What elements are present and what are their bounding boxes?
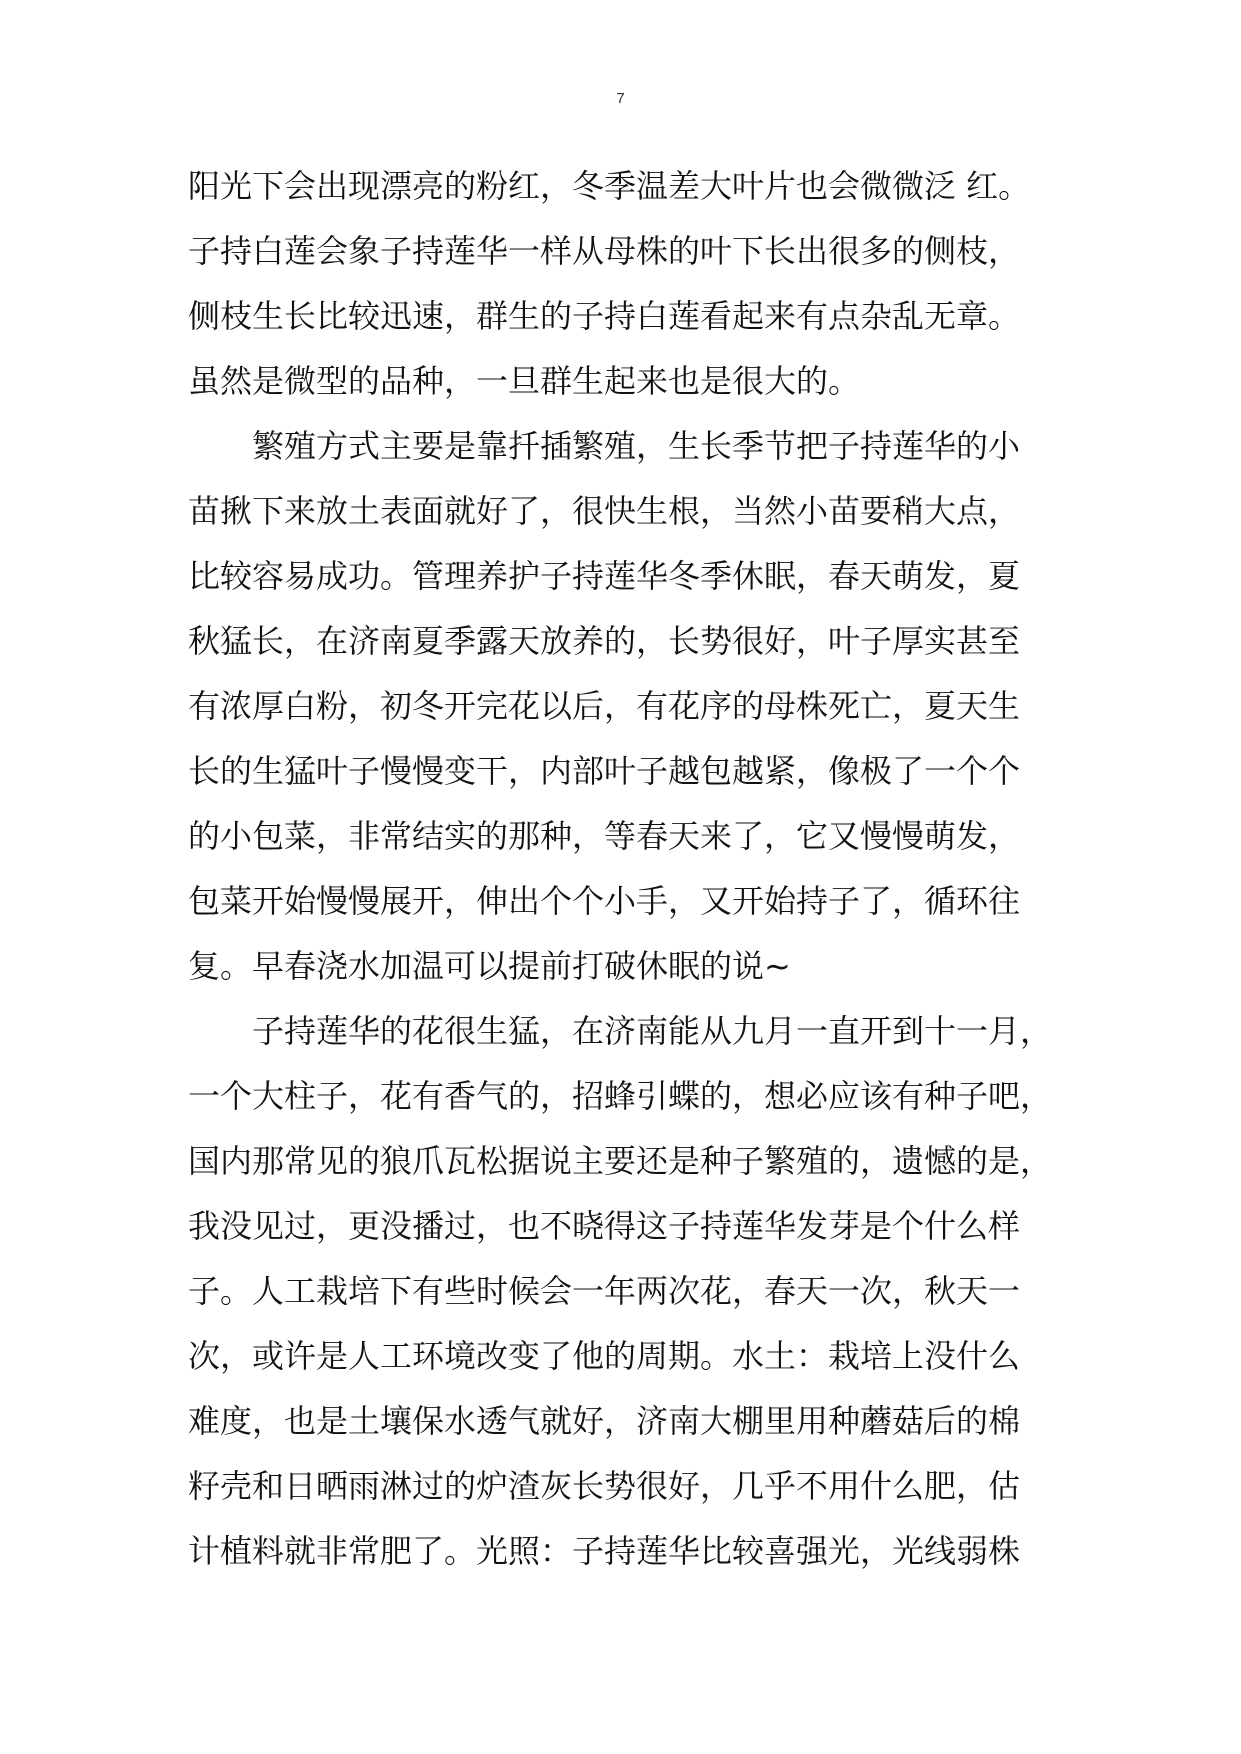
text-line: 苗揪下来放土表面就好了，很快生根，当然小苗要稍大点， (188, 492, 1021, 530)
text-line: 虽然是微型的品种，一旦群生起来也是很大的。 (188, 362, 861, 400)
text-line: 国内那常见的狼爪瓦松据说主要还是种子繁殖的，遗憾的是， (188, 1142, 1053, 1180)
text-line: 我没见过，更没播过，也不晓得这子持莲华发芽是个什么样 (188, 1207, 1021, 1245)
text-line: 籽壳和日晒雨淋过的炉渣灰长势很好，几乎不用什么肥，估 (188, 1467, 1021, 1505)
text-line: 子。人工栽培下有些时候会一年两次花，春天一次，秋天一 (188, 1272, 1021, 1310)
text-line: 的小包菜，非常结实的那种，等春天来了，它又慢慢萌发， (188, 817, 1021, 855)
body-text (188, 154, 1068, 1584)
text-line: 侧枝生长比较迅速，群生的子持白莲看起来有点杂乱无章。 (188, 297, 1021, 335)
text-line: 比较容易成功。管理养护子持莲华冬季休眠，春天萌发，夏 (188, 557, 1021, 595)
text-line: 繁殖方式主要是靠扦插繁殖，生长季节把子持莲华的小 (252, 427, 1021, 465)
text-line: 包菜开始慢慢展开，伸出个个小手，又开始持子了，循环往 (188, 882, 1021, 920)
text-line: 子持白莲会象子持莲华一样从母株的叶下长出很多的侧枝， (188, 232, 1021, 270)
text-line: 计植料就非常肥了。光照：子持莲华比较喜强光，光线弱株 (188, 1532, 1021, 1570)
text-line: 一个大柱子，花有香气的，招蜂引蝶的，想必应该有种子吧， (188, 1077, 1053, 1115)
text-line: 次，或许是人工环境改变了他的周期。水土：栽培上没什么 (188, 1337, 1021, 1375)
text-line: 长的生猛叶子慢慢变干，内部叶子越包越紧，像极了一个个 (188, 752, 1021, 790)
text-line: 阳光下会出现漂亮的粉红，冬季温差大叶片也会微微泛 红。 (188, 167, 1031, 205)
text-line: 难度，也是土壤保水透气就好，济南大棚里用种蘑菇后的棉 (188, 1402, 1021, 1440)
text-line: 子持莲华的花很生猛，在济南能从九月一直开到十一月， (252, 1012, 1053, 1050)
text-line: 复。早春浇水加温可以提前打破休眠的说~ (188, 947, 791, 985)
page-number: 7 (616, 90, 625, 107)
text-line: 秋猛长，在济南夏季露天放养的，长势很好，叶子厚实甚至 (188, 622, 1021, 660)
text-line: 有浓厚白粉，初冬开完花以后，有花序的母株死亡，夏天生 (188, 687, 1021, 725)
